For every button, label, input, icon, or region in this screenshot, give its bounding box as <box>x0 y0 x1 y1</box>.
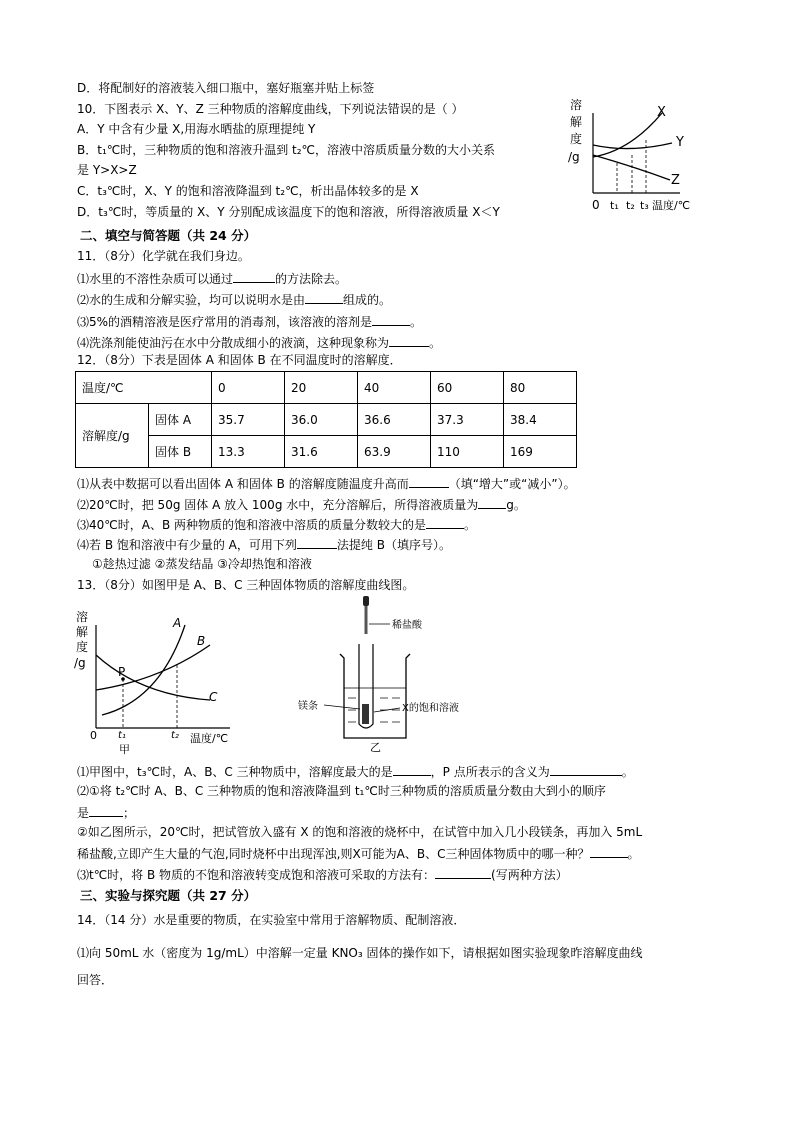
section-3-heading: 三、实验与探究题（共 27 分） <box>80 888 257 903</box>
y-axis-label-char: 解 <box>76 625 89 639</box>
y-axis-label-char: /g <box>568 150 580 164</box>
curve-b-label: B <box>197 634 206 648</box>
table-cell: 36.0 <box>285 404 358 436</box>
solubility-table <box>75 371 577 468</box>
q14-part-1: ⑴向 50mL 水（密度为 1g/mL）中溶解一定量 KNO₃ 固体的操作如下，请根据如图实验现象昨溶解度曲线 <box>77 946 643 960</box>
q13-part-1: ⑴甲图中，t₃℃时，A、B、C 三种物质中，溶解度最大的是 ，P 点所表示的含义为 。 <box>77 765 634 779</box>
solution-label: X的饱和溶液 <box>402 703 459 714</box>
acid-label: 稀盐酸 <box>392 620 422 631</box>
y-axis-label-char: 度 <box>76 640 89 654</box>
table-cell: 13.3 <box>212 436 285 468</box>
table-cell: 169 <box>504 436 577 468</box>
beaker-icon <box>340 654 410 738</box>
q13-part-2-1: ⑵①将 t₂℃时 A、B、C 三种物质的饱和溶液降温到 t₁℃时三种物质的溶质质量分数由大到小的顺序 <box>77 784 606 798</box>
mg-label: 镁条 <box>298 701 318 712</box>
table-row <box>76 436 577 468</box>
table-cell: 37.3 <box>431 404 504 436</box>
x-axis-label: 温度/℃ <box>652 199 691 212</box>
q12-part-1: ⑴从表中数据可以看出固体 A 和固体 B 的溶解度随温度升高而 （填“增大”或“减小”）。 <box>77 477 576 491</box>
curve-z-label: Z <box>671 173 680 188</box>
section-2-heading: 二、填空与简答题（共 24 分） <box>80 228 257 243</box>
table-cell: 38.4 <box>504 404 577 436</box>
q13-part-2-2-cont: 稀盐酸,立即产生大量的气泡,同时烧杯中出现浑浊,则X可能为A、B、C三种固体物质中的哪一种？ 。 <box>77 847 640 861</box>
table-cell: 35.7 <box>212 404 285 436</box>
curve-c <box>96 655 210 700</box>
y-axis-label-char: 解 <box>570 115 583 129</box>
figure-caption: 乙 <box>370 741 381 754</box>
y-axis-label-char: 溶 <box>76 610 89 624</box>
table-row <box>76 372 577 404</box>
q10-option-c: C．t₃℃时，X、Y 的饱和溶液降温到 t₂℃，析出晶体较多的是 X <box>77 184 419 198</box>
tick-t1: t₁ <box>610 199 619 212</box>
tick-t2: t₂ <box>626 199 635 212</box>
table-header-label: 温度/℃ <box>76 372 212 404</box>
question-11: 11．（8分）化学就在我们身边。 <box>77 249 250 263</box>
q10-option-d: D．t₃℃时，等质量的 X、Y 分别配成该温度下的饱和溶液，所得溶液质量 X＜Y <box>77 205 500 219</box>
curve-y <box>593 143 672 149</box>
question-10: 10．下图表示 X、Y、Z 三种物质的溶解度曲线，下列说法错误的是（ ） <box>77 102 464 116</box>
q13-part-3: ⑶t℃时，将 B 物质的不饱和溶液转变成饱和溶液可采取的方法有： (写两种方法） <box>77 868 568 882</box>
curve-c-label: C <box>209 690 218 704</box>
figure-jia-solubility <box>70 605 250 755</box>
option-d-prev: D．将配制好的溶液装入细口瓶中，塞好瓶塞并贴上标签 <box>77 81 375 95</box>
q12-part-3: ⑶40℃时，A、B 两种物质的饱和溶液中溶质的质量分数较大的是 。 <box>77 518 477 532</box>
q10-option-a: A．Y 中含有少量 X,用海水晒盐的原理提纯 Y <box>77 122 316 136</box>
figure-xyz-solubility <box>560 95 700 220</box>
question-12: 12．（8分）下表是固体 A 和固体 B 在不同温度时的溶解度． <box>77 353 402 367</box>
curve-z <box>593 155 670 180</box>
tick-t1: t₁ <box>118 730 126 741</box>
q11-part-3: ⑶5%的酒精溶液是医疗常用的消毒剂，该溶液的溶剂是 。 <box>77 315 423 329</box>
table-row <box>76 404 577 436</box>
q10-option-b: B．t₁℃时，三种物质的饱和溶液升温到 t₂℃，溶液中溶质质量分数的大小关系 <box>77 143 496 157</box>
q10-option-b-cont: 是 Y>X>Z <box>77 163 137 177</box>
table-header-cell: 20 <box>285 372 358 404</box>
table-header-cell: 0 <box>212 372 285 404</box>
tick-t2: t₂ <box>171 730 179 741</box>
y-axis-label-char: /g <box>74 656 86 670</box>
origin-label: 0 <box>592 198 600 212</box>
magnesium-strip-icon <box>362 704 369 724</box>
table-row-label: 溶解度/g <box>76 404 149 468</box>
dropper-tube-icon <box>365 606 368 634</box>
q11-part-1: ⑴水里的不溶性杂质可以通过 的方法除去。 <box>77 272 348 286</box>
table-cell: 31.6 <box>285 436 358 468</box>
y-axis-label-char: 度 <box>570 132 583 146</box>
curve-x-label: X <box>657 105 666 120</box>
table-header-cell: 80 <box>504 372 577 404</box>
tick-t3: t₃ <box>640 199 649 212</box>
question-14: 14．（14 分）水是重要的物质，在实验室中常用于溶解物质、配制溶液． <box>77 913 466 927</box>
q14-part-1-cont: 回答． <box>77 973 114 987</box>
table-row-label: 固体 B <box>149 436 212 468</box>
table-header-cell: 60 <box>431 372 504 404</box>
origin-label: 0 <box>90 729 97 742</box>
y-axis-label-char: 溶 <box>570 98 583 112</box>
mg-pointer-line <box>324 705 360 709</box>
q11-part-4: ⑷洗涤剂能使油污在水中分散成细小的液滴，这种现象称为 。 <box>77 336 442 350</box>
q11-part-2: ⑵水的生成和分解实验，均可以说明水是由 组成的。 <box>77 293 392 307</box>
q12-part-2: ⑵20℃时，把 50g 固体 A 放入 100g 水中，充分溶解后，所得溶液质量为 g。 <box>77 498 526 512</box>
table-cell: 110 <box>431 436 504 468</box>
point-p-label: P <box>118 665 126 679</box>
question-13: 13．（8分）如图甲是 A、B、C 三种固体物质的溶解度曲线图。 <box>77 578 415 592</box>
table-header-cell: 40 <box>358 372 431 404</box>
curve-y-label: Y <box>676 135 684 150</box>
table-cell: 63.9 <box>358 436 431 468</box>
q12-part-4: ⑷若 B 饱和溶液中有少量的 A，可用下列 法提纯 B（填序号）。 <box>77 538 451 552</box>
q13-part-2-1-cont: 是 ； <box>77 806 136 820</box>
x-axis-label: 温度/℃ <box>190 732 229 745</box>
curve-x <box>593 113 662 157</box>
dropper-bulb-icon <box>363 596 369 606</box>
table-cell: 36.6 <box>358 404 431 436</box>
figure-caption: 甲 <box>119 743 130 756</box>
liquid-hatching <box>348 698 400 722</box>
figure-yi-apparatus <box>290 592 490 752</box>
curve-a-label: A <box>173 616 182 630</box>
table-row-label: 固体 A <box>149 404 212 436</box>
q13-part-2-2: ②如乙图所示，20℃时，把试管放入盛有 X 的饱和溶液的烧杯中，在试管中加入几小段镁条，再加入 5mL <box>77 825 643 839</box>
q12-options: ①趁热过滤 ②蒸发结晶 ③冷却热饱和溶液 <box>92 557 312 571</box>
